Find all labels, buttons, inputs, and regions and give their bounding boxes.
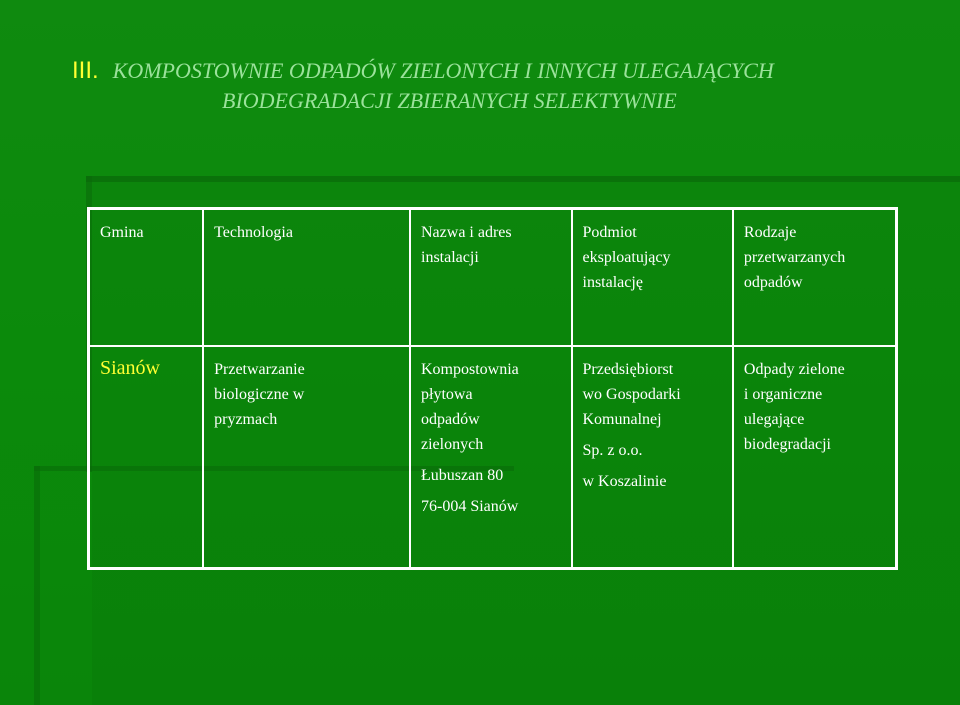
cell-odpady [733,346,897,569]
cell-line: Przetwarzanie [214,361,305,378]
cell-line: Sianów [100,357,160,379]
cell-line: zielonych [421,436,484,453]
cell-line: pryzmach [214,411,278,428]
header-technologia [203,209,410,347]
header-line: Technologia [214,224,293,241]
cell-podmiot [572,346,733,569]
decorative-bar-top [86,176,960,182]
cell-line: wo Gospodarki [582,386,681,403]
cell-line: Sp. z o.o. [582,442,643,459]
header-line: instalację [582,274,643,291]
cell-line: Kompostownia [421,361,519,378]
cell-line: biodegradacji [743,436,831,453]
table-header-row [89,209,897,347]
header-rodzaje-odpadow [733,209,897,347]
header-gmina [89,209,204,347]
cell-line: ulegające [743,411,805,428]
table-row [89,346,897,569]
header-line: Rodzaje [743,224,797,241]
header-line: przetwarzanych [743,249,846,266]
title-line-2: BIODEGRADACJI ZBIERANYCH SELEKTYWNIE [222,88,677,113]
title-line-1: KOMPOSTOWNIE ODPADÓW ZIELONYCH I INNYCH ULEGAJĄCYCH [112,58,774,83]
section-numeral: III. [72,57,99,84]
header-line: Podmiot [582,224,637,241]
cell-gmina [89,346,204,569]
facilities-table [87,207,898,570]
cell-line: Łubuszan 80 [421,467,504,484]
header-line: Nazwa i adres [421,224,512,241]
cell-line: płytowa [421,386,473,403]
cell-line: biologiczne w [214,386,305,403]
cell-line: i organiczne [743,386,823,403]
header-line: instalacji [421,249,479,266]
decorative-bar-left-lower [34,466,40,705]
cell-instalacja [410,346,572,569]
cell-line: Odpady zielone [743,361,845,378]
cell-line: Komunalnej [582,411,662,428]
header-line: eksploatujący [582,249,671,266]
header-line: odpadów [743,274,803,291]
cell-technologia [203,346,410,569]
cell-line: 76-004 Sianów [421,498,519,515]
cell-line: odpadów [421,411,480,428]
cell-line: Przedsiębiorst [582,361,674,378]
header-podmiot [572,209,733,347]
header-nazwa-adres [410,209,572,347]
slide-title [72,56,932,116]
header-line: Gmina [100,224,144,241]
cell-line: w Koszalinie [582,473,667,490]
